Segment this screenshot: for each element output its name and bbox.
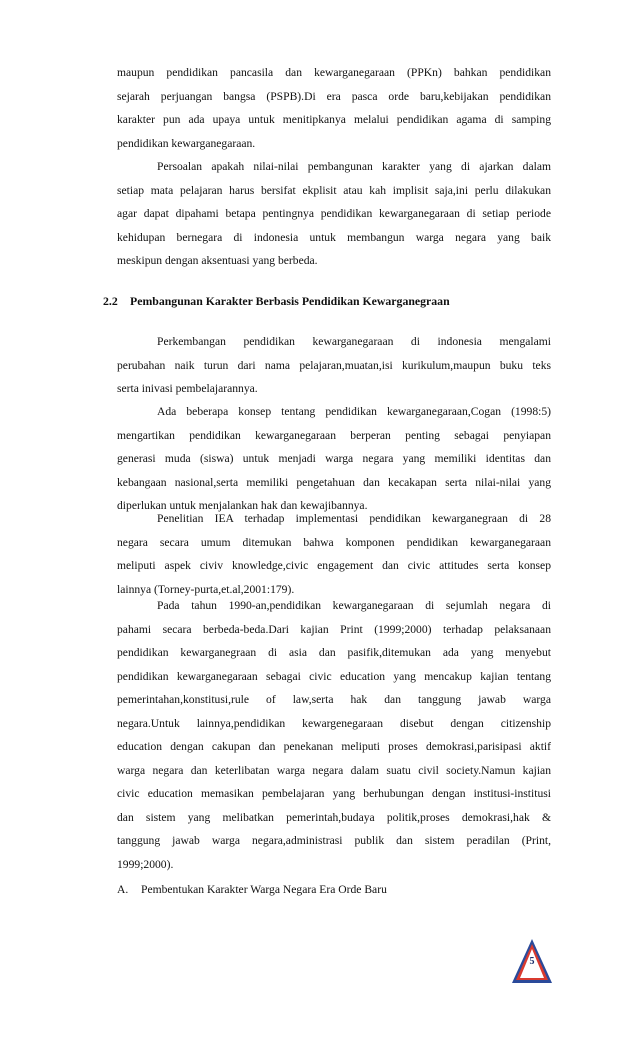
subsection-label: A. [117, 883, 129, 896]
text-line: lainnya (Torney-purta,et.al,2001:179). [117, 582, 295, 596]
text-line: warga negara dan keterlibatan warga negara dalam suatu civil society.Namun kajian [117, 763, 551, 777]
text-line: Pada tahun 1990-an,pendidikan kewarganegaraan di sejumlah negara di [157, 599, 551, 612]
text-line: mengartikan pendidikan kewarganegaraan berperan penting sebagai penyiapan [117, 428, 551, 442]
text-line: kebangaan nasional,serta memiliki pengetahuan dan kecakapan serta nilai-nilai yang [117, 475, 551, 489]
text-line: pendidikan kewarganegaraan sebagai civic education yang mencakup kajian tentang [117, 669, 551, 683]
text-line: karakter pun ada upaya untuk menitipkanya melalui pendidikan agama di samping [117, 113, 551, 126]
text-line: pendidikan kewarganegraan di asia dan pasifik,ditemukan ada yang menyebut [117, 646, 551, 659]
text-line: maupun pendidikan pancasila dan kewarganegaraan (PPKn) bahkan pendidikan [117, 66, 551, 79]
section-heading [103, 291, 450, 311]
text-line: tanggung jawab warga negara,administrasi publik dan sistem peradilan (Print, [117, 834, 551, 847]
text-line: education dengan cakupan dan penekanan meliputi proses demokrasi,parisipasi aktif [117, 740, 551, 753]
subsection-heading [117, 880, 387, 900]
paragraph-5 [117, 507, 551, 601]
text-line: setiap mata pelajaran harus bersifat ekplisit atau kah implisit saja,ini perlu dilakukan [117, 183, 551, 197]
page-number: 5 [529, 956, 535, 967]
text-line: pemerintahan,konstitusi,rule of law,serta hak dan tanggung jawab warga [117, 693, 551, 706]
text-line: diperlukan untuk menjalankan hak dan kewajibannya. [117, 499, 368, 512]
paragraph-4 [117, 400, 551, 518]
text-line: sejarah perjuangan bangsa (PSPB).Di era pasca orde baru,kebijakan pendidikan [117, 89, 551, 103]
paragraph-1 [117, 61, 551, 155]
text-line: perubahan naik turun dari nama pelajaran,muatan,isi kurikulum,maupun buku teks [117, 358, 551, 372]
text-line: negara.Untuk lainnya,pendidikan kewargenegaraan disebut dengan citizenship [117, 716, 551, 730]
text-line: agar dapat dipahami betapa pentingnya pendidikan kewarganegaraan di setiap periode [117, 207, 551, 220]
text-line: dan sistem yang melibatkan pemerintah,budaya politik,proses demokrasi,hak & [117, 810, 551, 824]
section-number: 2.2 [103, 294, 118, 308]
text-line: generasi muda (siswa) untuk menjadi warga negara yang memiliki identitas dan [117, 452, 551, 465]
paragraph-6 [117, 594, 551, 876]
paragraph-3 [117, 330, 551, 401]
text-line: serta inivasi pembelajarannya. [117, 382, 258, 395]
text-line: 1999;2000). [117, 857, 174, 871]
text-line: pahami secara berbeda-beda.Dari kajian Print (1999;2000) terhadap pelaksanaan [117, 622, 551, 636]
text-line: negara secara umum ditemukan bahwa komponen pendidikan kewarganegaraan [117, 535, 551, 549]
text-line: Penelitian IEA terhadap implementasi pendidikan kewarganegraan di 28 [157, 512, 551, 525]
text-line: meliputi aspek civiv knowledge,civic engagement dan civic attitudes serta konsep [117, 559, 551, 572]
text-line: meskipun dengan aksentuasi yang berbeda. [117, 254, 318, 267]
paragraph-2 [117, 155, 551, 273]
text-line: pendidikan kewarganegaraan. [117, 136, 256, 150]
subsection-title: Pembentukan Karakter Warga Negara Era Orde Baru [141, 883, 387, 896]
text-line: Ada beberapa konsep tentang pendidikan kewarganegaraan,Cogan (1998:5) [157, 405, 551, 418]
text-line: kehidupan bernegara di indonesia untuk membangun warga negara yang baik [117, 230, 551, 244]
section-title: Pembangunan Karakter Berbasis Pendidikan Kewarganegraan [130, 294, 450, 308]
text-line: Perkembangan pendidikan kewarganegaraan di indonesia mengalami [157, 335, 551, 348]
text-line: civic education memasikan pembelajaran yang berhubungan dengan institusi-institusi [117, 787, 551, 800]
text-line: Persoalan apakah nilai-nilai pembangunan karakter yang di ajarkan dalam [157, 160, 551, 173]
